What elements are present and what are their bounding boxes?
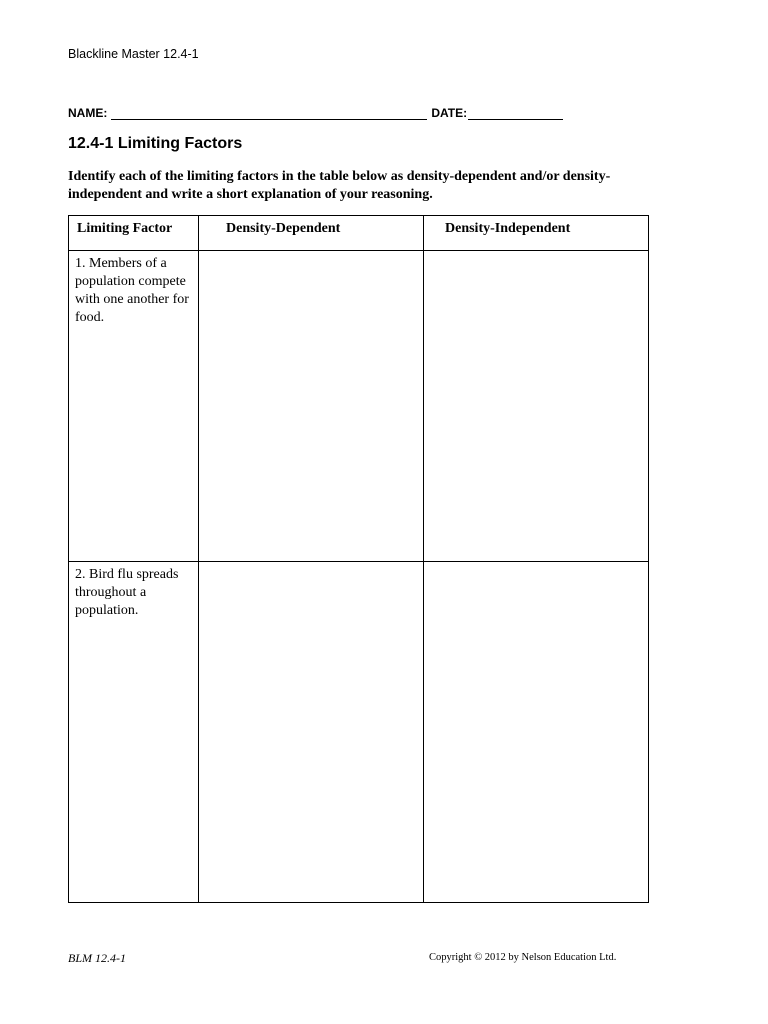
- column-header-density-independent: Density-Independent: [424, 216, 649, 251]
- table-row: [69, 251, 649, 562]
- limiting-factor-cell: 2. Bird flu spreads throughout a population.: [69, 562, 199, 903]
- limiting-factor-cell: 1. Members of a population compete with one another for food.: [69, 251, 199, 562]
- name-label: NAME:: [68, 106, 108, 120]
- date-label: DATE:: [431, 106, 468, 120]
- page-title: 12.4-1 Limiting Factors: [68, 135, 243, 152]
- name-date-row: [68, 106, 563, 120]
- column-header-density-dependent: Density-Dependent: [199, 216, 424, 251]
- limiting-factors-table: [68, 215, 649, 903]
- name-field[interactable]: [111, 106, 427, 120]
- table-row: [69, 562, 649, 903]
- date-field[interactable]: [468, 106, 563, 120]
- density-dependent-answer-cell[interactable]: [199, 562, 424, 903]
- footer-copyright: Copyright © 2012 by Nelson Education Ltd.: [429, 952, 617, 963]
- column-header-limiting-factor: Limiting Factor: [69, 216, 199, 251]
- instructions-text: Identify each of the limiting factors in the table below as density-dependent and/or density-independent and write a short explanation of your reasoning.: [68, 169, 611, 202]
- density-dependent-answer-cell[interactable]: [199, 251, 424, 562]
- footer-blm-label: BLM 12.4-1: [68, 951, 126, 965]
- density-independent-answer-cell[interactable]: [424, 562, 649, 903]
- table-header-row: [69, 216, 649, 251]
- density-independent-answer-cell[interactable]: [424, 251, 649, 562]
- blackline-master-label: Blackline Master 12.4-1: [68, 47, 199, 61]
